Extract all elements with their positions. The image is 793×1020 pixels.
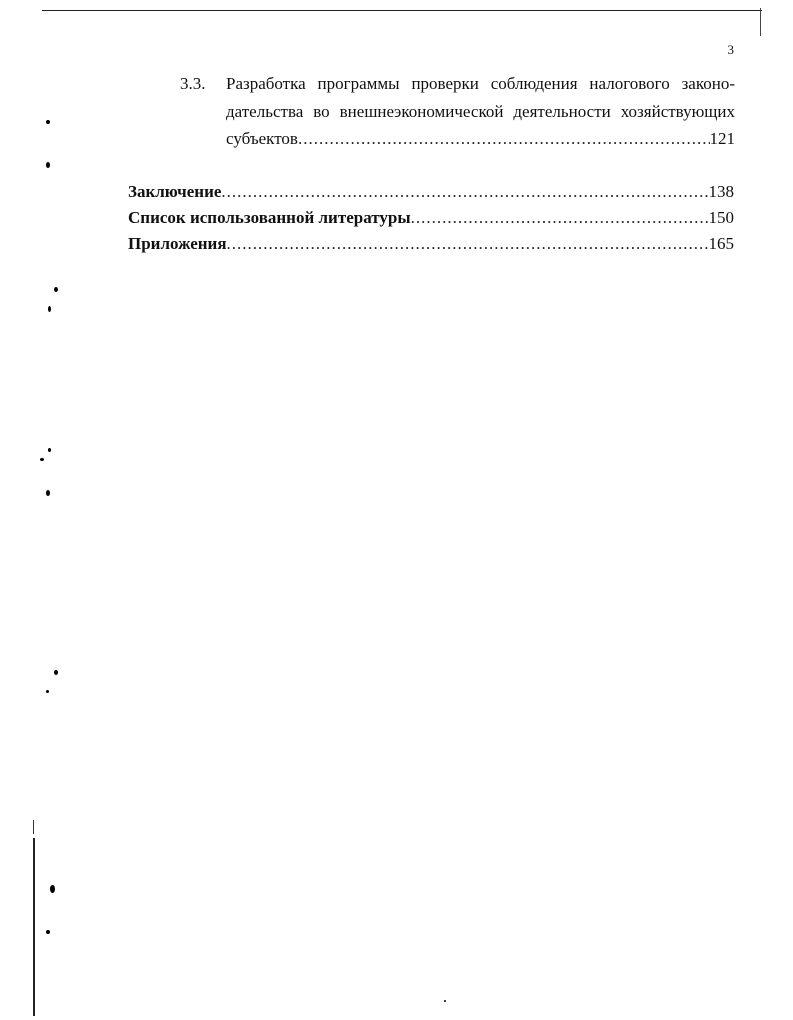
toc-entry-label: Приложения (128, 234, 227, 253)
section-title-line-1: Разработка программы проверки соблюдения налогового законо- (226, 74, 735, 93)
toc-entry-references (128, 208, 734, 228)
toc-page-number: 150 (708, 208, 734, 227)
leader-dots (411, 208, 709, 228)
section-title-line-3: субъектов (226, 129, 298, 148)
leader-dots (227, 234, 709, 254)
toc-entry-conclusion (128, 182, 734, 202)
toc-entry-label: Список использованной литературы (128, 208, 411, 227)
section-number: 3.3. (180, 74, 206, 93)
toc-page-number: 138 (708, 182, 734, 201)
toc-page-number: 121 (709, 129, 735, 148)
top-right-border-line (760, 8, 761, 36)
top-border-line (42, 10, 762, 11)
toc-entry-label: Заключение (128, 182, 222, 201)
toc-entry-appendices (128, 234, 734, 254)
leader-dots (221, 182, 708, 202)
section-title-line-2: дательства во внешнеэкономической деятельности хозяйствующих (226, 102, 735, 121)
leader-dots (298, 129, 710, 149)
page-number: 3 (727, 42, 734, 57)
left-border-line (33, 838, 35, 1016)
toc-entry-section-3-3 (226, 129, 735, 149)
toc-page-number: 165 (708, 234, 734, 253)
left-margin-mark (33, 820, 34, 834)
